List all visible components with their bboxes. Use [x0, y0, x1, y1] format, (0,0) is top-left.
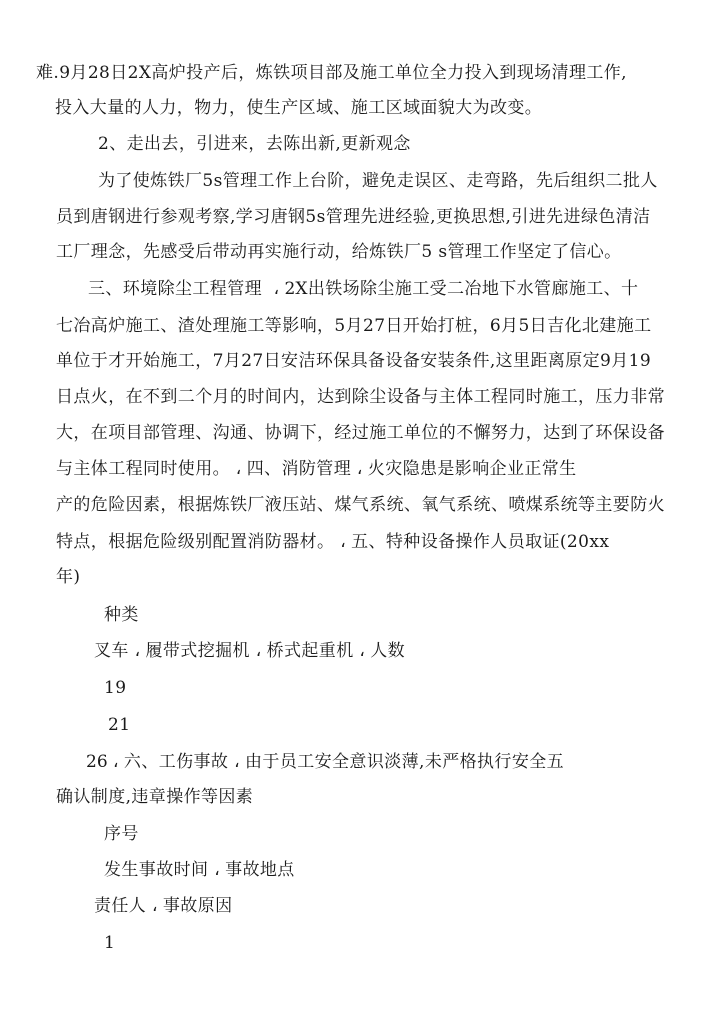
text-line: 单位于才开始施工，7月27日安洁环保具备设备安装条件,这里距离原定9月19 [56, 351, 652, 371]
table-header-label: 序号 [104, 824, 139, 844]
table-row: 叉车 ، 履带式挖掘机 ، 桥式起重机 ، 人数 [94, 641, 406, 661]
text-line: 产的危险因素，根据炼铁厂液压站、煤气系统、氧气系统、喷煤系统等主要防火 [56, 495, 665, 515]
table-cell: 19 [104, 678, 127, 698]
table-row: 发生事故时间 ، 事故地点 [104, 860, 295, 880]
text-line: 26 ، 六、工伤事故 ، 由于员工安全意识淡薄,未严格执行安全五 [86, 752, 565, 772]
table-row: 责任人 ، 事故原因 [94, 896, 233, 916]
text-line: 工厂理念，先感受后带动再实施行动，给炼铁厂5 s管理工作坚定了信心。 [56, 242, 622, 262]
text-line: 年) [56, 567, 81, 587]
text-line: 日点火，在不到二个月的时间内，达到除尘设备与主体工程同时施工，压力非常 [56, 387, 665, 407]
text-line: 七冶高炉施工、渣处理施工等影响，5月27日开始打桩，6月5日吉化北建施工 [56, 316, 652, 336]
text-line: 难.9月28日2X高炉投产后，炼铁项目部及施工单位全力投入到现场清理工作, [36, 63, 627, 83]
table-cell: 21 [108, 715, 131, 735]
table-cell: 1 [104, 933, 116, 953]
section-heading: 2、走出去，引进来，去陈出新,更新观念 [98, 134, 411, 154]
table-header-label: 种类 [104, 605, 139, 625]
text-line: 员到唐钢进行参观考察,学习唐钢5s管理先进经验,更换思想,引进先进绿色清洁 [56, 207, 651, 227]
text-line: 为了使炼铁厂5s管理工作上台阶，避免走误区、走弯路，先后组织二批人 [98, 171, 658, 191]
text-line: 与主体工程同时使用。 ، 四、消防管理 ، 火灾隐患是影响企业正常生 [56, 459, 577, 479]
text-line: 投入大量的人力，物力，使生产区域、施工区域面貌大为改变。 [55, 98, 543, 118]
text-line: 确认制度,违章操作等因素 [56, 787, 254, 807]
text-line: 特点，根据危险级别配置消防器材。 ، 五、特种设备操作人员取证(20xx [56, 532, 610, 552]
text-line: 大，在项目部管理、沟通、协调下，经过施工单位的不懈努力，达到了环保设备 [56, 423, 665, 443]
text-line: 三、环境除尘工程管理 ، 2X出铁场除尘施工受二冶地下水管廊施工、十 [88, 279, 639, 299]
